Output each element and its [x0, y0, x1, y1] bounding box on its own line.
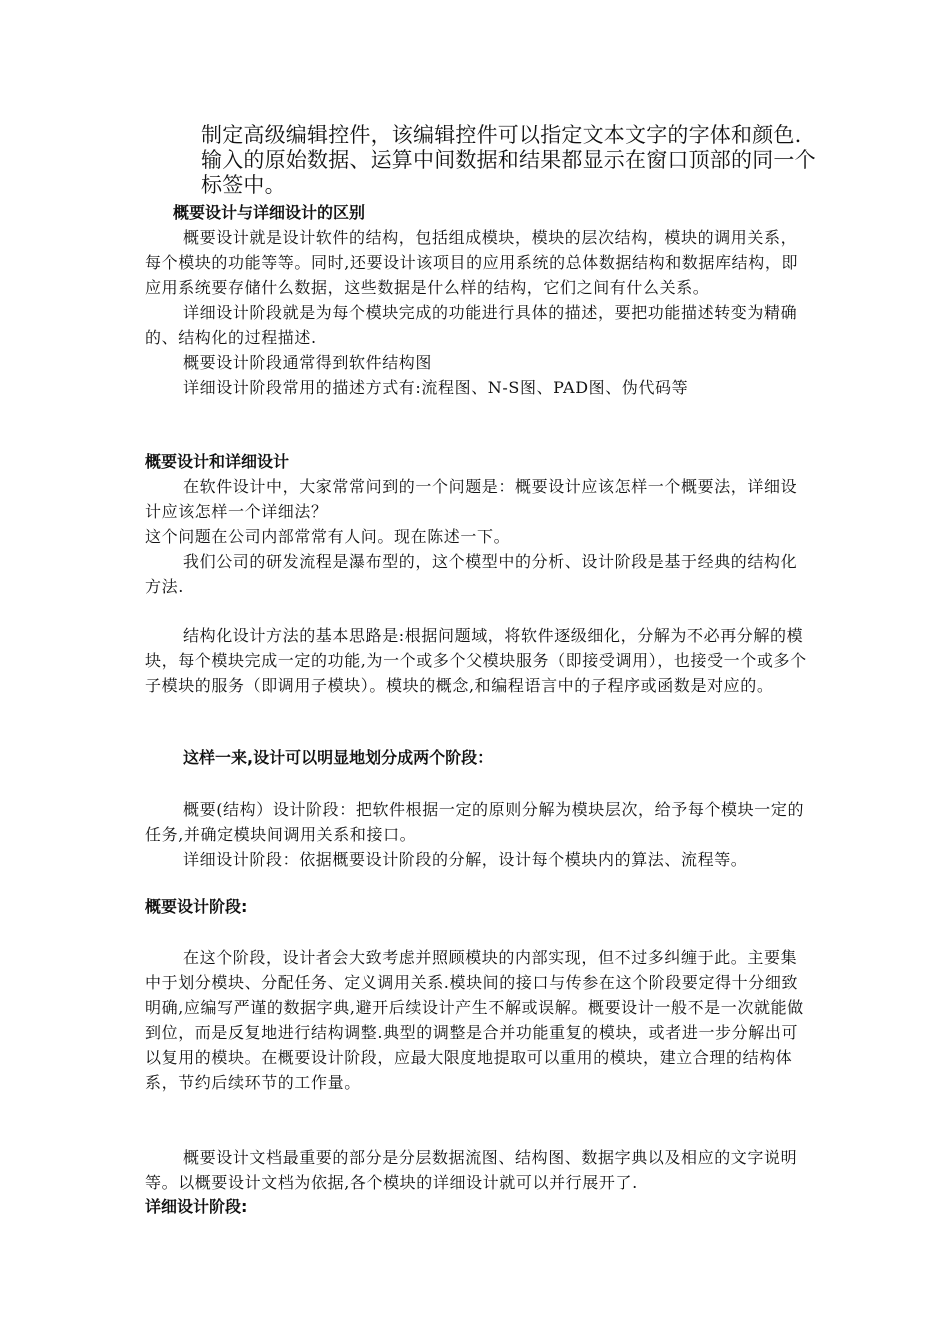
- paragraph-outline-design-definition: 概要设计就是设计软件的结构，包括组成模块，模块的层次结构，模块的调用关系，每个模块的功能等等。同时,还要设计该项目的应用系统的总体数据结构和数据库结构，即应用系统要存储什么数据，这些数据是什么样的结构，它们之间有什么关系。: [145, 228, 799, 297]
- paragraph-common-question: 在软件设计中，大家常常问到的一个问题是：概要设计应该怎样一个概要法，详细设计应该怎样一个详细法？: [145, 477, 798, 521]
- paragraph-outline-stage-detail: 在这个阶段，设计者会大致考虑并照顾模块的内部实现，但不过多纠缠于此。主要集中于划分模块、分配任务、定义调用关系.模块间的接口与传参在这个阶段要定得十分细致明确,应编写严谨的数据字典,避开后续设计产生不解或误解。概要设计一般不是一次就能做到位，而是反复地进行结构调整.典型的调整是合并功能重复的模块，或者进一步分解出可以复用的模块。在概要设计阶段，应最大限度地提取可以重用的模块，建立合理的结构体系，节约后续环节的工作量。: [145, 948, 804, 1092]
- heading-detail-stage: 详细设计阶段:: [145, 1197, 248, 1216]
- paragraph-structured-design: 结构化设计方法的基本思路是:根据问题域，将软件逐级细化，分解为不必再分解的模块，每个模块完成一定的功能,为一个或多个父模块服务（即接受调用），也接受一个或多个子模块的服务（即调用子模块）。模块的概念,和编程语言中的子程序或函数是对应的。: [145, 626, 807, 695]
- paragraph-detail-methods: 详细设计阶段常用的描述方式有:流程图、N-S图、PAD图、伪代码等: [183, 378, 689, 397]
- heading-outline-and-detail: 概要设计和详细设计: [145, 452, 290, 471]
- section-outline-detail-body-a: [145, 474, 810, 599]
- paragraph-detail-design-definition: 详细设计阶段就是为每个模块完成的功能进行具体的描述，要把功能描述转变为精确的、结构化的过程描述.: [145, 303, 798, 347]
- paragraph-outline-stage-summary: 概要(结构）设计阶段：把软件根据一定的原则分解为模块层次，给予每个模块一定的任务,并确定模块间调用关系和接口。: [145, 800, 805, 844]
- heading-difference: 概要设计与详细设计的区别: [173, 203, 366, 222]
- paragraph-company-question: 这个问题在公司内部常常有人问。现在陈述一下。: [145, 527, 511, 546]
- section-two-stages-body: [145, 797, 810, 872]
- heading-outline-stage: 概要设计阶段:: [145, 897, 248, 916]
- paragraph-detail-stage-summary: 详细设计阶段：依据概要设计阶段的分解，设计每个模块内的算法、流程等。: [183, 850, 748, 869]
- paragraph-outline-document: 概要设计文档最重要的部分是分层数据流图、结构图、数据字典以及相应的文字说明等。以概要设计文档为依据,各个模块的详细设计就可以并行展开了.: [145, 1148, 798, 1192]
- section-outline-detail-body-b: [145, 623, 810, 698]
- intro-paragraph: 制定高级编辑控件，该编辑控件可以指定文本文字的字体和颜色.输入的原始数据、运算中间数据和结果都显示在窗口顶部的同一个标签中。: [201, 123, 816, 197]
- paragraph-outline-output: 概要设计阶段通常得到软件结构图: [183, 353, 433, 372]
- section-outline-stage-body-a: [145, 945, 810, 1095]
- section-difference-body: [145, 225, 810, 400]
- paragraph-waterfall-process: 我们公司的研发流程是瀑布型的，这个模型中的分析、设计阶段是基于经典的结构化方法.: [145, 552, 798, 596]
- section-outline-stage-body-b: [145, 1145, 810, 1195]
- heading-two-stages: 这样一来,设计可以明显地划分成两个阶段：: [183, 748, 494, 767]
